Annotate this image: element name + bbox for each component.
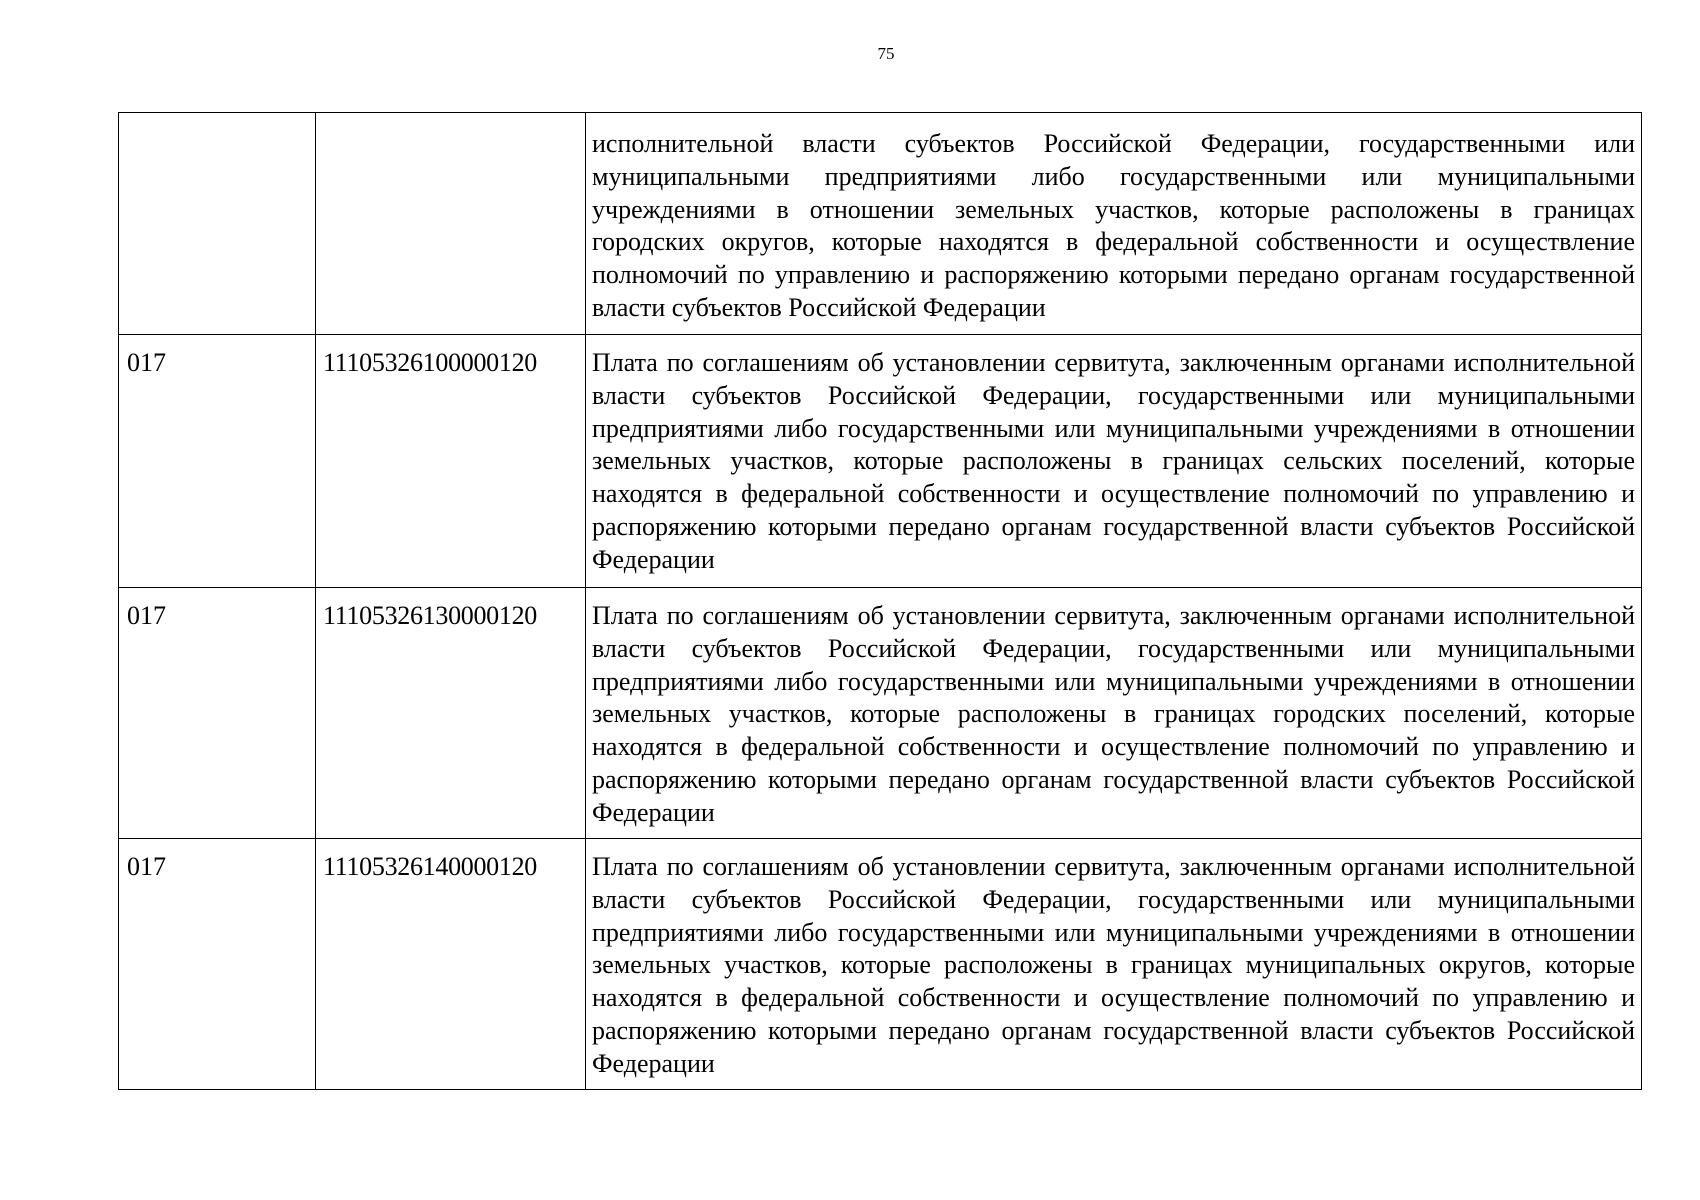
table-row	[119, 839, 1642, 1090]
income-code-cell: 11105326130000120	[316, 588, 586, 839]
table-row	[119, 113, 1642, 335]
description-cell: Плата по соглашениям об установлении сервитута, заключенным органами исполнительной власти субъектов Российской Федерации, государственными или муниципальными предприятиями либо государственными или муниципальными учреждениями в отношении земельных участков, которые расположены в границах муниципальных округов, которые находятся в федеральной собственности и осуществление полномочий по управлению и распоряжению которыми передано органам государственной власти субъектов Российской Федерации	[586, 839, 1642, 1090]
income-code-cell: 11105326100000120	[316, 335, 586, 588]
income-codes-table	[118, 112, 1642, 1090]
admin-code-cell: 017	[119, 839, 316, 1090]
description-cell: Плата по соглашениям об установлении сервитута, заключенным органами исполнительной власти субъектов Российской Федерации, государственными или муниципальными предприятиями либо государственными или муниципальными учреждениями в отношении земельных участков, которые расположены в границах сельских поселений, которые находятся в федеральной собственности и осуществление полномочий по управлению и распоряжению которыми передано органам государственной власти субъектов Российской Федерации	[586, 335, 1642, 588]
income-code-cell	[316, 113, 586, 335]
income-code-cell: 11105326140000120	[316, 839, 586, 1090]
table-row	[119, 335, 1642, 588]
page-number: 75	[877, 44, 895, 63]
description-cell: исполнительной власти субъектов Российской Федерации, государственными или муниципальными предприятиями либо государственными или муниципальными учреждениями в отношении земельных участков, которые расположены в границах городских округов, которые находятся в федеральной собственности и осуществление полномочий по управлению и распоряжению которыми передано органам государственной власти субъектов Российской Федерации	[586, 113, 1642, 335]
description-cell: Плата по соглашениям об установлении сервитута, заключенным органами исполнительной власти субъектов Российской Федерации, государственными или муниципальными предприятиями либо государственными или муниципальными учреждениями в отношении земельных участков, которые расположены в границах городских поселений, которые находятся в федеральной собственности и осуществление полномочий по управлению и распоряжению которыми передано органам государственной власти субъектов Российской Федерации	[586, 588, 1642, 839]
admin-code-cell	[119, 113, 316, 335]
table-row	[119, 588, 1642, 839]
admin-code-cell: 017	[119, 588, 316, 839]
admin-code-cell: 017	[119, 335, 316, 588]
